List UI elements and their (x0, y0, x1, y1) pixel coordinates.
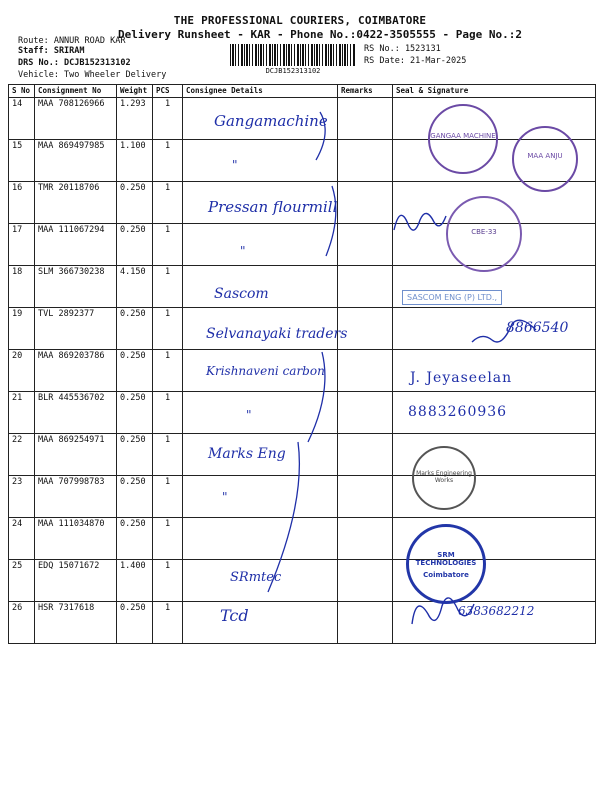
col-consignee: Consignee Details (183, 85, 338, 98)
drs-barcode (230, 44, 356, 66)
hand-consignee-15: " (232, 158, 238, 172)
stamp-cbe: CBE-33 (446, 196, 522, 272)
cell-sno: 21 (9, 392, 35, 434)
hand-consignee-14: Gangamachine (214, 112, 328, 130)
cell-consignment-no: MAA 869497985 (35, 140, 117, 182)
cell-sno: 23 (9, 476, 35, 518)
cell-weight: 1.100 (117, 140, 153, 182)
hand-consignee-23: " (222, 490, 228, 504)
rs-date: RS Date: 21-Mar-2025 (364, 56, 467, 66)
cell-pcs: 1 (153, 308, 183, 350)
cell-pcs: 1 (153, 350, 183, 392)
stamp-sascom: SASCOM ENG (P) LTD., (402, 290, 502, 305)
cell-consignment-no: TVL 2892377 (35, 308, 117, 350)
stamp-marks: Marks Engineering Works (412, 446, 476, 510)
cell-weight: 0.250 (117, 182, 153, 224)
cell-weight: 1.400 (117, 560, 153, 602)
cell-consignment-no: MAA 111067294 (35, 224, 117, 266)
cell-pcs: 1 (153, 224, 183, 266)
col-weight: Weight (117, 85, 153, 98)
cell-weight: 0.250 (117, 350, 153, 392)
cell-sno: 17 (9, 224, 35, 266)
signature-name-20: J. Jeyaseelan (410, 370, 513, 386)
cell-pcs: 1 (153, 476, 183, 518)
phone-number-26: 6383682212 (458, 604, 535, 618)
cell-pcs: 1 (153, 602, 183, 644)
handwritten-brackets (180, 100, 360, 620)
phone-number-19: 8866540 (506, 320, 569, 336)
phone-number-21: 8883260936 (408, 404, 508, 420)
cell-weight: 0.250 (117, 476, 153, 518)
cell-sno: 19 (9, 308, 35, 350)
cell-weight: 0.250 (117, 602, 153, 644)
cell-pcs: 1 (153, 182, 183, 224)
cell-pcs: 1 (153, 266, 183, 308)
cell-sno: 20 (9, 350, 35, 392)
hand-consignee-22: Marks Eng (208, 446, 286, 462)
cell-weight: 0.250 (117, 392, 153, 434)
col-sno: S No (9, 85, 35, 98)
cell-consignment-no: MAA 869203786 (35, 350, 117, 392)
staff-label: Staff: SRIRAM (18, 46, 85, 56)
hand-consignee-21: " (246, 408, 252, 422)
stamp-ganga: GANGAA MACHINE (428, 104, 498, 174)
stamp-srm-name: SRM TECHNOLOGIES (415, 551, 477, 567)
cell-weight: 0.250 (117, 224, 153, 266)
cell-sno: 18 (9, 266, 35, 308)
cell-weight: 4.150 (117, 266, 153, 308)
cell-sno: 22 (9, 434, 35, 476)
cell-consignment-no: SLM 366730238 (35, 266, 117, 308)
cell-weight: 1.293 (117, 98, 153, 140)
cell-consignment-no: HSR 7317618 (35, 602, 117, 644)
route-label: Route: ANNUR ROAD KAR (18, 36, 126, 46)
stamp-maa: MAA ANJU (512, 126, 578, 192)
cell-sno: 15 (9, 140, 35, 182)
col-remarks: Remarks (338, 85, 393, 98)
cell-sno: 25 (9, 560, 35, 602)
cell-pcs: 1 (153, 434, 183, 476)
drs-label: DRS No.: DCJB152313102 (18, 58, 131, 68)
hand-consignee-17: " (240, 244, 246, 258)
cell-sno: 14 (9, 98, 35, 140)
cell-consignment-no: MAA 869254971 (35, 434, 117, 476)
cell-weight: 0.250 (117, 434, 153, 476)
stamp-srm-city: Coimbatore (423, 571, 469, 579)
cell-sno: 26 (9, 602, 35, 644)
hand-consignee-16: Pressan flourmill (208, 198, 338, 216)
barcode-text: DCJB152313102 (265, 67, 321, 75)
signature-17 (390, 200, 450, 240)
cell-consignment-no: EDQ 15071672 (35, 560, 117, 602)
rs-number: RS No.: 1523131 (364, 44, 441, 54)
table-header-row (9, 85, 596, 98)
cell-pcs: 1 (153, 392, 183, 434)
cell-consignment-no: MAA 111034870 (35, 518, 117, 560)
cell-weight: 0.250 (117, 518, 153, 560)
cell-consignment-no: MAA 707998783 (35, 476, 117, 518)
col-consignment: Consignment No (35, 85, 117, 98)
vehicle-label: Vehicle: Two Wheeler Delivery (18, 70, 167, 80)
cell-consignment-no: MAA 708126966 (35, 98, 117, 140)
cell-sno: 16 (9, 182, 35, 224)
hand-consignee-20: Krishnaveni carbon (206, 364, 325, 378)
cell-pcs: 1 (153, 140, 183, 182)
col-seal: Seal & Signature (393, 85, 596, 98)
hand-consignee-18: Sascom (214, 286, 269, 302)
col-pcs: PCS (153, 85, 183, 98)
hand-consignee-25: SRmtec (230, 570, 282, 585)
hand-consignee-26: Tcd (220, 606, 249, 625)
cell-pcs: 1 (153, 98, 183, 140)
cell-pcs: 1 (153, 560, 183, 602)
company-title: THE PROFESSIONAL COURIERS, COIMBATORE (173, 14, 427, 27)
cell-weight: 0.250 (117, 308, 153, 350)
cell-sno: 24 (9, 518, 35, 560)
cell-pcs: 1 (153, 518, 183, 560)
runsheet-subtitle: Delivery Runsheet - KAR - Phone No.:0422-3505555 - Page No.:2 (118, 28, 522, 41)
hand-consignee-19: Selvanayaki traders (206, 326, 348, 342)
cell-consignment-no: BLR 445536702 (35, 392, 117, 434)
cell-consignment-no: TMR 20118706 (35, 182, 117, 224)
